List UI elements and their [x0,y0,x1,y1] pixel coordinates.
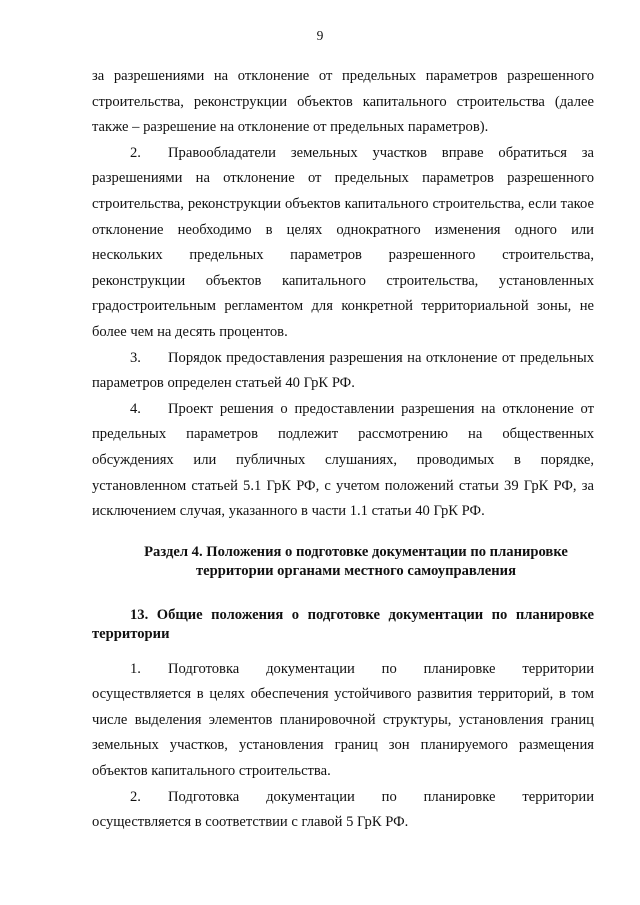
item-number: 2. [130,788,141,805]
item-number: 2. [130,144,141,161]
list-item [92,785,594,836]
list-item [92,346,594,397]
item-text: Правообладатели земельных участков вправе обратиться за разрешениями на отклонение от предельных параметров разрешенного строительства, реконструкции объектов капитального строительства, если такое отклонение необходимо в целях однократного изменения одного или нескольких предельных параметров разрешенного строительства, реконструкции объектов капитального строительства, установленных градостроительным регламентом для конкретной территориальной зоны, не более чем на десять процентов. [92,144,594,340]
article-title: 13. Общие положения о подготовке документации по планировке территории [92,606,594,643]
item-number: 4. [130,400,141,417]
list-item [92,397,594,525]
section-title [92,543,594,582]
list-item [92,141,594,346]
section-title-line-1: Раздел 4. Положения о подготовке документации по планировке [144,543,568,560]
item-text: Подготовка документации по планировке территории осуществляется в целях обеспечения устойчивого развития территорий, в том числе выделения элементов планировочной структуры, установления границ земельных участков, установления границ зон планируемого размещения объектов капитального строительства. [92,660,594,780]
list-item [92,657,594,785]
item-number: 3. [130,349,141,366]
item-text: Порядок предоставления разрешения на отклонение от предельных параметров определен статьей 40 ГрК РФ. [92,349,594,392]
item-text: Проект решения о предоставлении разрешения на отклонение от предельных параметров подлежит рассмотрению на общественных обсуждениях или публичных слушаниях, проводимых в порядке, установленном статьей 5.1 ГрК РФ, с учетом положений статьи 39 ГрК РФ, за исключением случая, указанного в части 1.1 статьи 40 ГрК РФ. [92,400,594,520]
intro-paragraph: за разрешениями на отклонение от предельных параметров разрешенного строительства, реконструкции объектов капитального строительства (далее также – разрешение на отклонение от предельных параметров). [92,68,594,136]
item-text: Подготовка документации по планировке территории осуществляется в соответствии с главой 5 ГрК РФ. [92,788,594,831]
page-number: 9 [316,28,324,43]
document-body [92,64,594,836]
section-title-line-2: территории органами местного самоуправления [196,563,516,580]
item-number: 1. [130,660,141,677]
